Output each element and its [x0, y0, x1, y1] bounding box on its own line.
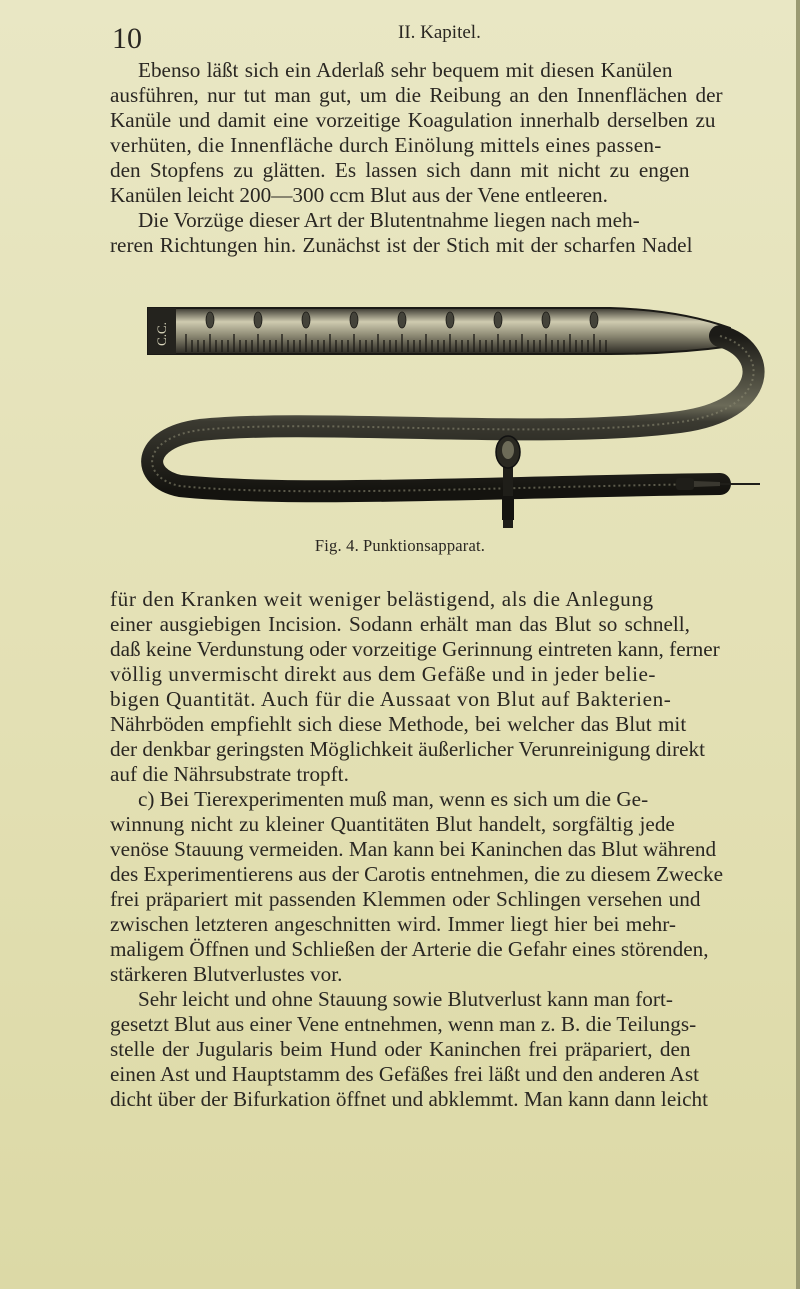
page-edge — [796, 0, 800, 1289]
caption-number: Fig. 4. — [314, 536, 359, 555]
text-line: dicht über der Bifurkation öffnet und abklemmt. Man kann dann leicht — [110, 1087, 708, 1111]
text-line: völlig unvermischt direkt aus dem Gefäße und in jeder belie- — [110, 662, 656, 686]
running-head: II. Kapitel. — [398, 22, 481, 43]
text-line: für den Kranken weit weniger belästigend, als die Anlegung — [110, 587, 654, 611]
text-line: stärkeren Blutverlustes vor. — [110, 962, 343, 986]
text-line: einer ausgiebigen Incision. Sodann erhält man das Blut so schnell, — [110, 612, 690, 636]
puncture-apparatus-figure — [120, 300, 780, 530]
text-line: Ebenso läßt sich ein Aderlaß sehr bequem mit diesen Kanülen — [138, 58, 673, 82]
text-line: den Stopfens zu glätten. Es lassen sich dann mit nicht zu engen — [110, 158, 690, 182]
text-line: auf die Nährsubstrate tropft. — [110, 762, 349, 786]
text-line: frei präpariert mit passenden Klemmen oder Schlingen versehen und — [110, 887, 701, 911]
text-line: der denkbar geringsten Möglichkeit äußerlicher Verunreinigung direkt — [110, 737, 706, 761]
text-line: des Experimentierens aus der Carotis entnehmen, die zu diesem Zwecke — [110, 862, 724, 886]
top-paragraphs — [110, 58, 770, 258]
text-line: Nährböden empfiehlt sich diese Methode, bei welcher das Blut mit — [110, 712, 687, 736]
text-line: reren Richtungen hin. Zunächst ist der Stich mit der scharfen Nadel — [110, 233, 693, 257]
text-line: ausführen, nur tut man gut, um die Reibung an den Innenflächen der — [110, 83, 723, 107]
text-line: bigen Quantität. Auch für die Aussaat von Blut auf Bakterien- — [110, 687, 672, 711]
text-line: Sehr leicht und ohne Stauung sowie Blutverlust kann man fort- — [138, 987, 673, 1011]
figure-caption — [0, 536, 800, 556]
graduated-cylinder — [148, 308, 732, 354]
text-line: c) Bei Tierexperimenten muß man, wenn es sich um die Ge- — [138, 787, 649, 811]
text-line: einen Ast und Hauptstamm des Gefäßes frei läßt und den anderen Ast — [110, 1062, 699, 1086]
text-line: stelle der Jugularis beim Hund oder Kaninchen frei präpariert, den — [110, 1037, 691, 1061]
rubber-tube — [152, 336, 753, 491]
page-number: 10 — [112, 22, 142, 55]
text-line: Die Vorzüge dieser Art der Blutentnahme liegen nach meh- — [138, 208, 640, 232]
text-line: winnung nicht zu kleiner Quantitäten Blut handelt, sorgfältig jede — [110, 812, 675, 836]
bottom-paragraphs — [110, 587, 770, 1112]
text-line: maligem Öffnen und Schließen der Arterie die Gefahr eines störenden, — [110, 937, 709, 961]
text-line: Kanülen leicht 200—300 ccm Blut aus der Vene entleeren. — [110, 183, 608, 207]
text-line: daß keine Verdunstung oder vorzeitige Gerinnung eintreten kann, ferner — [110, 637, 720, 661]
text-line: Kanüle und damit eine vorzeitige Koagulation innerhalb derselben zu — [110, 108, 716, 132]
text-line: verhüten, die Innenfläche durch Einölung mittels eines passen- — [110, 133, 662, 157]
text-line: zwischen letzteren angeschnitten wird. Immer liegt hier bei mehr- — [110, 912, 676, 936]
text-line: venöse Stauung vermeiden. Man kann bei Kaninchen das Blut während — [110, 837, 717, 861]
caption-title: Punktionsapparat. — [363, 536, 486, 555]
scale-label: C.C. — [154, 322, 169, 346]
text-line: gesetzt Blut aus einer Vene entnehmen, wenn man z. B. die Teilungs- — [110, 1012, 697, 1036]
